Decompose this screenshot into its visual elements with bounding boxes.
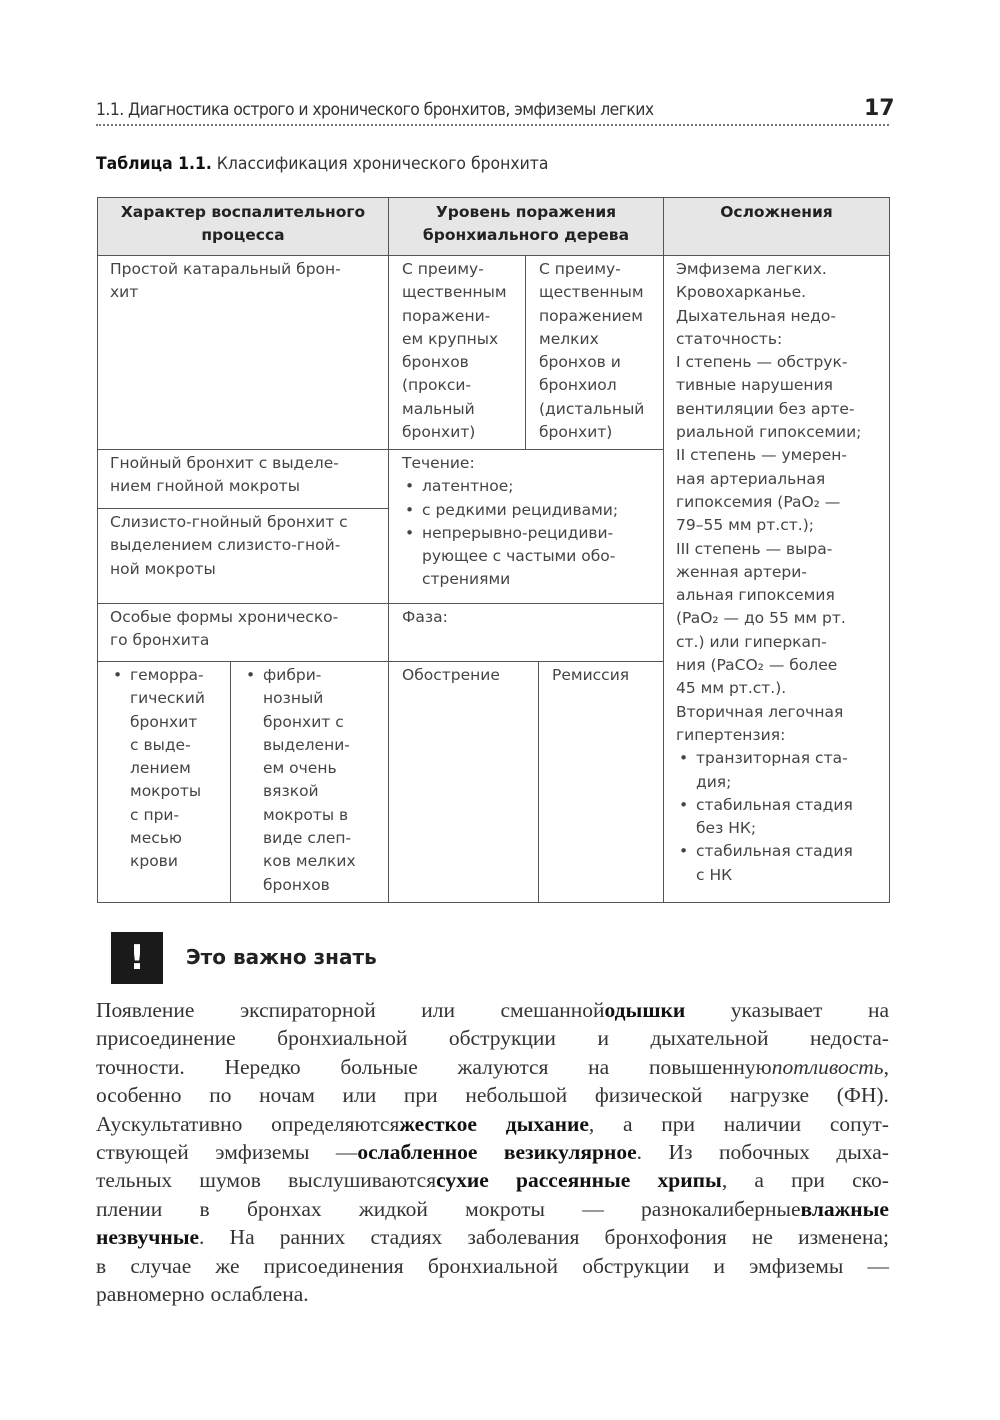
word: обструкции bbox=[448, 1026, 556, 1051]
word: жалуются bbox=[457, 1054, 549, 1079]
word: эмфиземы bbox=[749, 1253, 844, 1278]
list-item: • стабильная стадия с НК bbox=[696, 840, 881, 887]
word: случае bbox=[130, 1253, 192, 1278]
cell-special: Особые формы хроническо- го бронхита bbox=[97, 603, 389, 662]
cell-course bbox=[388, 449, 664, 604]
body-paragraph bbox=[96, 996, 889, 1308]
word: бронхах bbox=[246, 1196, 322, 1221]
word: жидкой bbox=[358, 1196, 428, 1221]
word: равномерно bbox=[96, 1282, 205, 1307]
cell-purulent: Гнойный бронхит с выделе- нием гнойной мокроты bbox=[97, 449, 389, 509]
header-process: Характер воспалительного процесса bbox=[97, 197, 389, 256]
paragraph-line bbox=[96, 1280, 889, 1308]
word: на bbox=[588, 1054, 610, 1079]
caption-title: Классификация хронического бронхита bbox=[216, 154, 549, 174]
word: тельных bbox=[96, 1168, 173, 1193]
running-header: 1.1. Диагностика острого и хронического бронхитов, эмфиземы легких bbox=[96, 100, 654, 120]
word: присоединение bbox=[96, 1026, 236, 1051]
word: изменена; bbox=[798, 1225, 889, 1250]
header-divider bbox=[96, 124, 889, 126]
word: нагрузке bbox=[730, 1083, 810, 1108]
word: — bbox=[867, 1253, 889, 1278]
word: бронхиальной bbox=[427, 1253, 559, 1278]
word: в bbox=[96, 1253, 107, 1278]
page-number: 17 bbox=[864, 96, 895, 121]
word: ствующей bbox=[96, 1140, 189, 1165]
paragraph-line bbox=[96, 1195, 889, 1223]
word: сопут- bbox=[829, 1111, 889, 1136]
list-item: • непрерывно-рецидиви- рующее с частыми обо- стрениями bbox=[422, 522, 655, 592]
word: в bbox=[199, 1196, 210, 1221]
cell-remission: Ремиссия bbox=[538, 661, 664, 903]
word: везикулярное. bbox=[503, 1140, 643, 1165]
cell-complications bbox=[663, 255, 890, 903]
word: и bbox=[713, 1253, 725, 1278]
word: рассеянные bbox=[516, 1168, 631, 1193]
word: при bbox=[661, 1111, 696, 1136]
word: определяютсяжесткое bbox=[271, 1111, 477, 1136]
word: — bbox=[582, 1196, 604, 1221]
word: Нередко bbox=[224, 1054, 301, 1079]
cell-proximal: С преиму- щественным поражени- ем крупных бронхов (прокси- мальный бронхит) bbox=[388, 255, 526, 450]
word: побочных bbox=[719, 1140, 810, 1165]
word: стадиях bbox=[370, 1225, 443, 1250]
word: ослаблена. bbox=[210, 1282, 309, 1307]
complications-list bbox=[676, 747, 881, 887]
word: указывает bbox=[730, 998, 823, 1022]
paragraph-line bbox=[96, 1081, 889, 1109]
word: Из bbox=[668, 1140, 693, 1165]
cell-exacerbation: Обострение bbox=[388, 661, 539, 903]
word: хрипы, bbox=[657, 1168, 728, 1193]
word: незвучные. bbox=[96, 1225, 205, 1250]
complications-text: Эмфизема легких. Кровохарканье. Дыхательная недо- статочность: I степень — обструк- тивные нарушения вентиляции без арте- риальной гипоксемии; II степень — умерен- ная артериальная гипоксемия (PaO₂ — 79–55 мм рт.ст.); III степень — выра- женная артери- альная гипоксемия (PaO₂ — до 55 мм рт. ст.) или гиперкап- ния (PaCO₂ — более 45 мм рт.ст.). Вторичная легочная гипертензия: bbox=[676, 260, 862, 744]
list-item: • геморра- гический бронхит с выде- лением мокроты с при- месью крови bbox=[130, 664, 222, 874]
caption-label: Таблица 1.1. bbox=[96, 154, 212, 174]
word: дыхание, bbox=[505, 1111, 595, 1136]
list-item: • фибри- нозный бронхит с выделени- ем очень вязкой мокроты в виде слеп- ков мелких бронхов bbox=[263, 664, 380, 897]
word: На bbox=[229, 1225, 255, 1250]
word: выслушиваютсясухие bbox=[288, 1168, 489, 1193]
word: больные bbox=[340, 1054, 418, 1079]
paragraph-line bbox=[96, 1053, 889, 1081]
word: ночам bbox=[259, 1083, 315, 1108]
word: или bbox=[342, 1083, 377, 1108]
cell-simple: Простой катаральный брон- хит bbox=[97, 255, 389, 450]
word: смешаннойодышки bbox=[500, 998, 686, 1022]
paragraph-line bbox=[96, 996, 889, 1024]
word: заболевания bbox=[467, 1225, 580, 1250]
list-item: • с редкими рецидивами; bbox=[422, 499, 655, 522]
word: обструкции bbox=[582, 1253, 690, 1278]
word: не bbox=[751, 1225, 773, 1250]
word: мокроты bbox=[465, 1196, 545, 1221]
word: —ослабленное bbox=[335, 1140, 478, 1165]
word: а bbox=[754, 1168, 764, 1193]
word: бронхиальной bbox=[277, 1026, 408, 1051]
word: по bbox=[209, 1083, 232, 1108]
word: экспираторной bbox=[239, 998, 376, 1022]
header-level: Уровень поражения бронхиального дерева bbox=[388, 197, 664, 256]
exclamation-icon: ! bbox=[111, 932, 163, 984]
word: дыха- bbox=[836, 1140, 889, 1165]
word: же bbox=[215, 1253, 240, 1278]
cell-distal: С преиму- щественным поражением мелких бронхов и бронхиол (дистальный бронхит) bbox=[525, 255, 664, 450]
paragraph-line bbox=[96, 1252, 889, 1280]
word: наличии bbox=[723, 1111, 802, 1136]
word: при bbox=[791, 1168, 825, 1193]
word: присоединения bbox=[263, 1253, 404, 1278]
word: ско- bbox=[852, 1168, 889, 1193]
word: особенно bbox=[96, 1083, 182, 1108]
paragraph-line bbox=[96, 1138, 889, 1166]
word: плении bbox=[96, 1196, 163, 1221]
paragraph-line bbox=[96, 1024, 889, 1052]
course-label: Течение: bbox=[402, 454, 475, 472]
cell-phase: Фаза: bbox=[388, 603, 664, 662]
word: шумов bbox=[199, 1168, 261, 1193]
fibrinous-list bbox=[243, 664, 380, 897]
list-item: • транзиторная ста- дия; bbox=[696, 747, 881, 794]
paragraph-line bbox=[96, 1110, 889, 1138]
cell-mucopurulent: Слизисто-гнойный бронхит с выделением слизисто-гной- ной мокроты bbox=[97, 508, 389, 604]
word: (ФН). bbox=[836, 1083, 889, 1108]
word: повышеннуюпотливость, bbox=[648, 1054, 889, 1079]
word: при bbox=[403, 1083, 438, 1108]
notice-title: Это важно знать bbox=[186, 945, 377, 969]
hemorrhagic-list bbox=[110, 664, 222, 874]
word: а bbox=[623, 1111, 633, 1136]
word: точности. bbox=[96, 1054, 185, 1079]
word: бронхофония bbox=[604, 1225, 727, 1250]
paragraph-line bbox=[96, 1223, 889, 1251]
course-list bbox=[402, 475, 655, 591]
list-item: • стабильная стадия без НК; bbox=[696, 794, 881, 841]
word: ранних bbox=[279, 1225, 346, 1250]
paragraph-line bbox=[96, 1166, 889, 1194]
word: небольшой bbox=[465, 1083, 568, 1108]
word: недоста- bbox=[810, 1026, 889, 1051]
word: на bbox=[867, 998, 889, 1022]
cell-fibrinous bbox=[230, 661, 389, 903]
table-caption bbox=[96, 154, 548, 174]
word: дыхательной bbox=[650, 1026, 769, 1051]
word: или bbox=[421, 998, 455, 1022]
list-item: • латентное; bbox=[422, 475, 655, 498]
header-complications: Осложнения bbox=[663, 197, 890, 256]
word: эмфиземы bbox=[215, 1140, 310, 1165]
word: физической bbox=[594, 1083, 703, 1108]
word: Аускультативно bbox=[96, 1111, 243, 1136]
word: разнокалиберныевлажные bbox=[640, 1196, 889, 1221]
word: и bbox=[597, 1026, 609, 1051]
word: Появление bbox=[96, 998, 195, 1022]
cell-hemorrhagic bbox=[97, 661, 231, 903]
